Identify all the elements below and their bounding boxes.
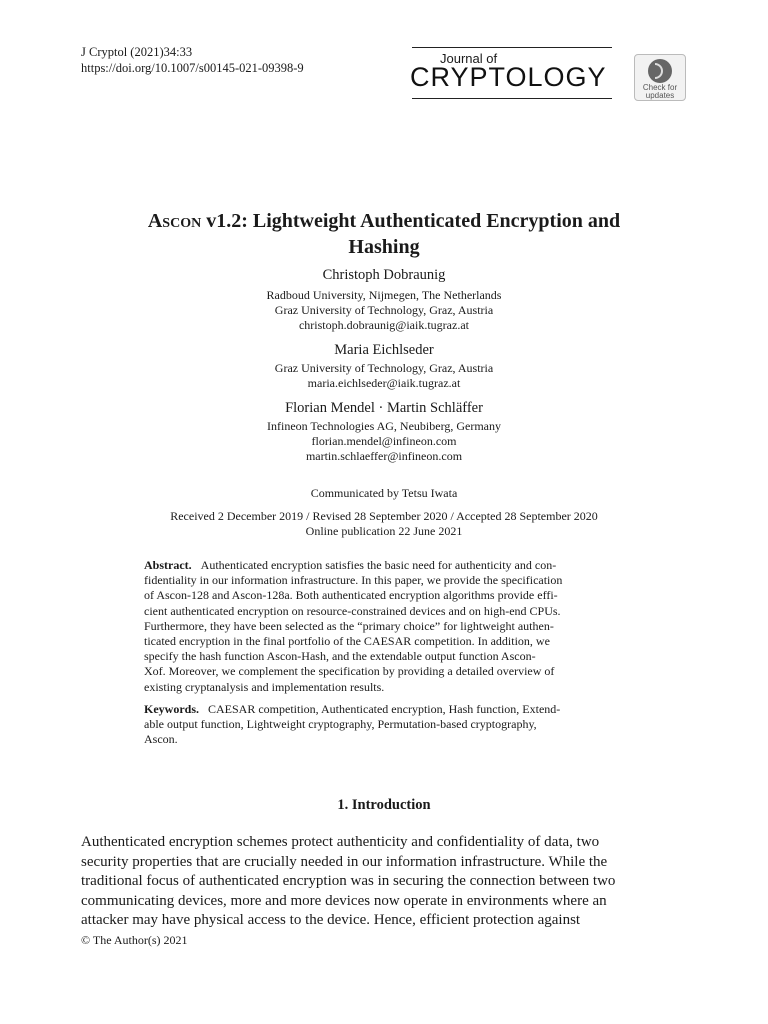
keywords-line: Ascon. <box>144 732 178 747</box>
check-for-updates-badge[interactable] <box>634 54 686 101</box>
online-publication: Online publication 22 June 2021 <box>305 524 463 538</box>
abstract-line: specify the hash function Ascon-Hash, and the extendable output function Ascon- <box>144 649 536 664</box>
journal-rule-bottom <box>412 98 612 99</box>
abstract-line: ticated encryption in the final portfolio of the CAESAR competition. In addition, we <box>144 634 550 649</box>
abstract <box>144 558 625 695</box>
author-email[interactable]: martin.schlaeffer@infineon.com <box>305 449 463 463</box>
badge-line2: updates <box>645 91 675 100</box>
copyright: © The Author(s) 2021 <box>81 933 188 947</box>
body-line: communicating devices, more and more devices now operate in environments where an <box>81 892 607 909</box>
author-name: Florian Mendel · Martin Schläffer <box>285 400 483 416</box>
author-affiliation: Infineon Technologies AG, Neubiberg, Germany <box>267 419 501 433</box>
author-name: Christoph Dobraunig <box>322 267 446 283</box>
abstract-line: fidentiality in our information infrastructure. In this paper, we provide the specification <box>144 573 563 588</box>
communicated-by: Communicated by Tetsu Iwata <box>310 486 458 500</box>
abstract-line: Authenticated encryption satisfies the basic need for authenticity and con- <box>200 558 557 572</box>
journal-name-small: Journal of <box>440 51 498 66</box>
doi-link[interactable]: https://doi.org/10.1007/s00145-021-09398-9 <box>81 61 304 75</box>
keywords-line: able output function, Lightweight cryptography, Permutation-based cryptography, <box>144 717 537 732</box>
abstract-line: cient authenticated encryption on resource-constrained devices and on high-end CPUs. <box>144 603 561 618</box>
journal-logo: CRYPTOLOGY <box>410 62 607 92</box>
author-email[interactable]: florian.mendel@infineon.com <box>311 434 457 448</box>
badge-line1: Check for <box>642 83 678 92</box>
body-line: security properties that are crucially needed in our information infrastructure. While the <box>81 853 608 870</box>
received-dates: Received 2 December 2019 / Revised 28 September 2020 / Accepted 28 September 2020 <box>170 509 598 523</box>
author-affiliation: Graz University of Technology, Graz, Austria <box>274 303 494 317</box>
body-line: traditional focus of authenticated encryption was in securing the connection between two <box>81 873 616 889</box>
author-email[interactable]: maria.eichlseder@iaik.tugraz.at <box>307 376 461 390</box>
paper-title <box>0 208 768 260</box>
section-heading: 1. Introduction <box>337 797 431 813</box>
abstract-line: Furthermore, they have been selected as the “primary choice” for lightweight authen- <box>144 618 554 633</box>
author-affiliation: Graz University of Technology, Graz, Austria <box>274 361 494 375</box>
body-line: Authenticated encryption schemes protect authenticity and confidentiality of data, two <box>81 834 600 850</box>
title-line2: Hashing <box>348 236 420 258</box>
citation-block <box>81 44 304 76</box>
author-email[interactable]: christoph.dobraunig@iaik.tugraz.at <box>298 318 469 332</box>
updates-icon <box>648 59 672 83</box>
journal-rule-top <box>412 47 612 48</box>
author-name: Maria Eichlseder <box>334 342 434 358</box>
abstract-line: Xof. Moreover, we complement the specification by providing a detailed overview of <box>144 664 555 679</box>
abstract-line: of Ascon-128 and Ascon-128a. Both authenticated encryption algorithms provide effi- <box>144 588 558 603</box>
abstract-line: existing cryptanalysis and implementation results. <box>144 679 385 694</box>
intro-paragraph <box>81 833 685 931</box>
author-affiliation: Radboud University, Nijmegen, The Netherlands <box>266 288 502 302</box>
body-line: attacker may have physical access to the device. Hence, efficient protection against <box>81 912 581 928</box>
title-ascon: Ascon <box>147 210 202 232</box>
abstract-label: Abstract. <box>144 558 192 572</box>
keywords <box>144 702 625 748</box>
title-line1: v1.2: Lightweight Authenticated Encryption and <box>201 210 621 232</box>
keywords-label: Keywords. <box>144 702 199 716</box>
journal-citation: J Cryptol (2021)34:33 <box>81 45 193 59</box>
keywords-line: CAESAR competition, Authenticated encryption, Hash function, Extend- <box>208 702 561 716</box>
